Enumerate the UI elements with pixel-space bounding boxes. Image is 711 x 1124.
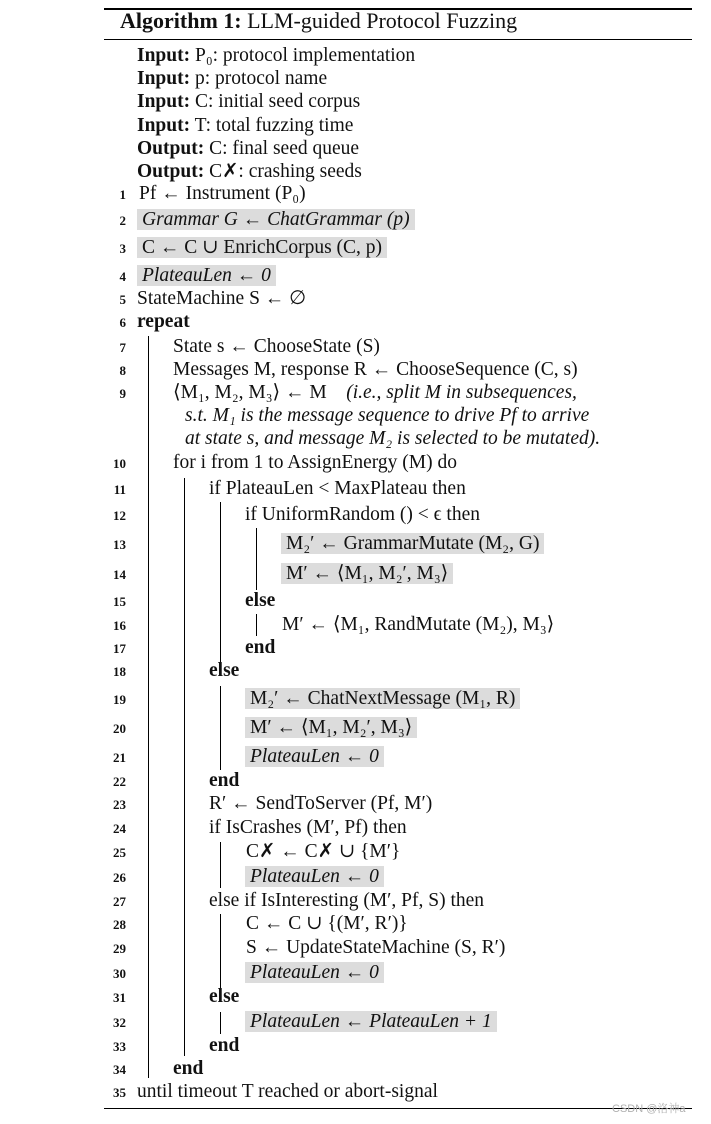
scope-bar-if-interesting	[220, 914, 221, 988]
keyword: end	[245, 637, 276, 658]
stmt-plateau-increment	[250, 1010, 497, 1034]
input-seed-corpus	[137, 90, 360, 114]
kw-else-random	[245, 589, 275, 613]
comment-text: at state s, and message M₂ is selected to be mutated).	[185, 428, 601, 449]
input-protocol-name	[137, 67, 327, 91]
stmt-chat-next-message	[250, 687, 520, 711]
stmt-if-crashes: if IsCrashes (M′, Pf) then	[209, 817, 407, 838]
kw-else-final	[209, 985, 239, 1009]
line-number: 31	[113, 990, 126, 1005]
stmt-plateau-init	[142, 264, 276, 288]
stmt-plateau-reset-1	[250, 745, 384, 769]
line-number: 3	[119, 241, 126, 256]
stmt-instrument: Pf ← Instrument (P₀)	[139, 183, 306, 204]
line-number: 23	[113, 797, 126, 812]
stmt-split	[173, 381, 577, 405]
io-text: C✗: crashing seeds	[209, 161, 362, 182]
keyword: else	[209, 986, 240, 1007]
line-number: 1	[119, 187, 126, 202]
stmt-for-loop: for i from 1 to AssignEnergy (M) do	[173, 452, 457, 473]
highlight: PlateauLen ← 0	[245, 746, 384, 767]
highlight: M′ ← ⟨M₁, M₂′, M₃⟩	[281, 563, 453, 584]
highlight: M₂′ ← GrammarMutate (M₂, G)	[281, 533, 544, 554]
output-crashing-seeds	[137, 160, 362, 184]
highlight: PlateauLen ← 0	[137, 265, 276, 286]
stmt-grammar-mutate	[286, 532, 544, 556]
stmt-update-state-machine: S ← UpdateStateMachine (S, R′)	[246, 937, 506, 958]
kw-end-plateau	[209, 769, 239, 793]
stmt-split-comment-2	[185, 404, 589, 428]
stmt-assemble-grammar	[286, 562, 453, 586]
io-keyword: Input:	[137, 91, 191, 112]
highlight: PlateauLen ← 0	[245, 866, 384, 887]
stmt-send-to-server: R′ ← SendToServer (Pf, M′)	[209, 793, 433, 814]
line-number: 15	[113, 594, 126, 609]
line-number: 11	[113, 482, 126, 497]
keyword: repeat	[137, 311, 190, 332]
stmt-rand-mutate: M′ ← ⟨M₁, RandMutate (M₂), M₃⟩	[282, 614, 555, 635]
scope-bar-repeat	[148, 336, 149, 1078]
line-number: 27	[113, 894, 126, 909]
line-number: 18	[113, 664, 126, 679]
line-number: 35	[113, 1085, 126, 1100]
input-fuzzing-time	[137, 114, 353, 138]
scope-bar-else-final	[220, 1012, 221, 1034]
input-implementation	[137, 44, 415, 68]
kw-end-if	[209, 1034, 239, 1058]
line-number: 30	[113, 966, 126, 981]
io-keyword: Output:	[137, 161, 205, 182]
highlight: PlateauLen ← 0	[245, 962, 384, 983]
line-number: 8	[119, 363, 126, 378]
line-number: 5	[119, 292, 126, 307]
scope-bar-if-crashes	[220, 842, 221, 888]
line-number: 25	[113, 845, 126, 860]
line-number: 19	[113, 692, 126, 707]
line-number: 32	[113, 1015, 126, 1030]
scope-bar-else-random	[256, 614, 257, 636]
line-number: 6	[119, 315, 126, 330]
line-number: 22	[113, 774, 126, 789]
line-number: 9	[119, 386, 126, 401]
highlight: M′ ← ⟨M₁, M₂′, M₃⟩	[245, 717, 417, 738]
line-number: 12	[113, 508, 126, 523]
title-rule	[104, 39, 692, 40]
line-number: 28	[113, 917, 126, 932]
keyword: end	[209, 770, 240, 791]
io-text: C: initial seed corpus	[195, 91, 361, 112]
stmt-add-corpus: C ← C ∪ {(M′, R′)}	[246, 913, 408, 934]
kw-end-random	[245, 636, 275, 660]
io-text: P₀: protocol implementation	[195, 45, 416, 66]
stmt-choose-state: State s ← ChooseState (S)	[173, 336, 380, 357]
keyword: else	[245, 590, 276, 611]
algorithm-name: LLM-guided Protocol Fuzzing	[247, 8, 518, 33]
keyword: else	[209, 660, 240, 681]
stmt-plateau-reset-3	[250, 961, 384, 985]
bottom-rule	[104, 1108, 692, 1109]
watermark: CSDN @洛神a	[612, 1103, 686, 1115]
line-number: 33	[113, 1039, 126, 1054]
line-number: 10	[113, 456, 126, 471]
line-number: 13	[113, 537, 126, 552]
stmt-choose-sequence: Messages M, response R ← ChooseSequence (C, s)	[173, 359, 578, 380]
highlight: if PlateauLen < MaxPlateau then	[209, 478, 466, 499]
scope-bar-if-random	[256, 528, 257, 590]
stmt-state-machine: StateMachine S ← ∅	[137, 288, 307, 309]
split-expr: ⟨M₁, M₂, M₃⟩ ← M	[173, 382, 327, 403]
line-number: 14	[113, 567, 126, 582]
line-number: 29	[113, 941, 126, 956]
stmt-until: until timeout T reached or abort-signal	[137, 1081, 438, 1102]
kw-end-for	[173, 1057, 203, 1081]
scope-bar-if-plateau	[220, 502, 221, 664]
io-keyword: Output:	[137, 138, 205, 159]
keyword: end	[173, 1058, 204, 1079]
io-text: C: final seed queue	[209, 138, 360, 159]
stmt-if-random: if UniformRandom () < ϵ then	[245, 504, 480, 525]
stmt-enrich-corpus	[142, 236, 387, 260]
line-number: 2	[119, 213, 126, 228]
kw-else-plateau	[209, 659, 239, 683]
stmt-chat-grammar	[142, 208, 415, 232]
stmt-if-plateau	[209, 477, 466, 501]
algorithm-label: Algorithm 1:	[120, 8, 242, 33]
line-number: 26	[113, 870, 126, 885]
highlight: PlateauLen ← PlateauLen + 1	[245, 1011, 497, 1032]
stmt-plateau-reset-2	[250, 865, 384, 889]
line-number: 34	[113, 1062, 126, 1077]
line-number: 17	[113, 641, 126, 656]
output-seed-queue	[137, 137, 359, 161]
line-number: 20	[113, 721, 126, 736]
line-number: 24	[113, 821, 126, 836]
kw-repeat	[137, 310, 190, 334]
comment-text: s.t. M₁ is the message sequence to drive Pf to arrive	[185, 405, 590, 426]
io-text: p: protocol name	[195, 68, 328, 89]
io-keyword: Input:	[137, 68, 191, 89]
keyword: end	[209, 1035, 240, 1056]
line-number: 21	[113, 750, 126, 765]
line-number: 7	[119, 340, 126, 355]
split-comment: (i.e., split M in subsequences,	[346, 382, 577, 403]
scope-bar-else-plateau	[220, 686, 221, 770]
stmt-split-comment-3	[185, 427, 600, 451]
stmt-add-crash: C✗ ← C✗ ∪ {M′}	[246, 841, 401, 862]
stmt-assemble-chat	[250, 716, 417, 740]
line-number: 16	[113, 618, 126, 633]
io-keyword: Input:	[137, 115, 191, 136]
algorithm-title	[120, 8, 517, 34]
line-number: 4	[119, 269, 126, 284]
scope-bar-for	[184, 478, 185, 1056]
highlight: C ← C ∪ EnrichCorpus (C, p)	[137, 237, 387, 258]
io-keyword: Input:	[137, 45, 191, 66]
stmt-else-if-interesting: else if IsInteresting (M′, Pf, S) then	[209, 890, 485, 911]
highlight: Grammar G ← ChatGrammar (p)	[137, 209, 415, 230]
highlight: M₂′ ← ChatNextMessage (M₁, R)	[245, 688, 520, 709]
io-text: T: total fuzzing time	[194, 115, 354, 136]
